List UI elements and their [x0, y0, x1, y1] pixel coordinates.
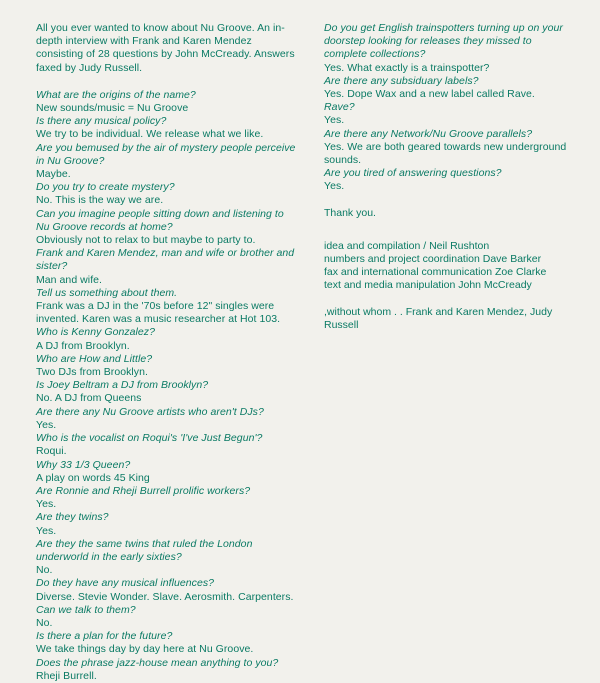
question-text: Who are How and Little?: [36, 352, 153, 365]
qa-item: [324, 101, 576, 127]
question-text: Is Joey Beltram a DJ from Brooklyn?: [36, 379, 209, 392]
qa-item: [36, 577, 298, 603]
answer-text: Maybe.: [36, 168, 71, 181]
qa-item: [36, 630, 298, 656]
answer-text: New sounds/music = Nu Groove: [36, 102, 189, 115]
question-text: Is there any musical policy?: [36, 115, 167, 128]
question-text: Do you try to create mystery?: [36, 181, 175, 194]
answer-text: We take things day by day here at Nu Groove.: [36, 643, 254, 656]
answer-text: Yes.: [324, 114, 345, 127]
question-text: Can we talk to them?: [36, 603, 136, 616]
qa-item: [36, 432, 298, 458]
question-text: Tell us something about them.: [36, 286, 178, 299]
qa-item: [36, 604, 298, 630]
question-text: Who is the vocalist on Roqui's 'I've Just Begun'?: [36, 432, 263, 445]
answer-text: No.: [36, 564, 53, 577]
qa-item: [36, 89, 298, 115]
qa-item: [36, 115, 298, 141]
qa-item: [324, 22, 576, 75]
qa-item: [36, 459, 298, 485]
answer-text: Diverse. Stevie Wonder. Slave. Aerosmith. Carpenters.: [36, 590, 294, 603]
answer-text: Frank was a DJ in the '70s before 12" singles were invented. Karen was a music researcher at Hot 103.: [36, 300, 281, 326]
answer-text: Obviously not to relax to but maybe to party to.: [36, 234, 256, 247]
question-text: Are you bemused by the air of mystery people perceive in Nu Groove?: [36, 141, 296, 167]
question-text: Are there any Network/Nu Groove parallels?: [324, 127, 533, 140]
qa-item: [36, 247, 298, 287]
spacer: [324, 233, 576, 240]
qa-item: [36, 287, 298, 327]
qa-item: [36, 657, 298, 683]
question-text: Are you tired of answering questions?: [324, 167, 502, 180]
qa-item: [36, 353, 298, 379]
answer-text: No. A DJ from Queens: [36, 392, 142, 405]
answer-text: Two DJs from Brooklyn.: [36, 366, 148, 379]
question-text: Are Ronnie and Rheji Burrell prolific workers?: [36, 484, 251, 497]
right-column: [324, 22, 576, 332]
answer-text: A play on words 45 King: [36, 471, 150, 484]
question-text: Frank and Karen Mendez, man and wife or brother and sister?: [36, 247, 295, 273]
intro-paragraph: All you ever wanted to know about Nu Groove. An in-depth interview with Frank and Karen Mendez consisting of 28 questions by John McCready. Answers faxed by Judy Russell.: [36, 22, 295, 74]
answer-text: We try to be individual. We release what we like.: [36, 128, 264, 141]
qa-item: [36, 511, 298, 537]
answer-text: No.: [36, 616, 53, 629]
qa-item: [36, 208, 298, 248]
question-text: Are they the same twins that ruled the London underworld in the early sixties?: [36, 537, 253, 563]
answer-text: No. This is the way we are.: [36, 194, 164, 207]
credit-line: text and media manipulation John McCready: [324, 279, 532, 292]
qa-item: [324, 167, 576, 193]
qa-item: [36, 538, 298, 578]
spacer: [324, 194, 576, 207]
question-text: Are they twins?: [36, 511, 109, 524]
question-text: Why 33 1/3 Queen?: [36, 458, 131, 471]
question-text: Can you imagine people sitting down and listening to Nu Groove records at home?: [36, 207, 284, 233]
question-text: Are there any Nu Groove artists who aren't DJs?: [36, 405, 264, 418]
answer-text: Yes. Dope Wax and a new label called Rave.: [324, 88, 535, 101]
answer-text: Yes.: [324, 180, 345, 193]
question-text: Do you get English trainspotters turning up on your doorstep looking for releases they missed to complete collections?: [324, 22, 563, 61]
answer-text: Roqui.: [36, 445, 67, 458]
credit-line: fax and international communication Zoe Clarke: [324, 266, 547, 279]
qa-item: [36, 181, 298, 207]
credit-line: numbers and project coordination Dave Barker: [324, 253, 542, 266]
thanks-text: Thank you.: [324, 206, 376, 219]
qa-item: [36, 406, 298, 432]
question-text: Is there a plan for the future?: [36, 630, 173, 643]
credit-line: idea and compilation / Neil Rushton: [324, 239, 490, 252]
question-text: Do they have any musical influences?: [36, 577, 215, 590]
qa-item: [36, 326, 298, 352]
question-text: Rave?: [324, 101, 355, 114]
question-text: Who is Kenny Gonzalez?: [36, 326, 155, 339]
answer-text: Rheji Burrell.: [36, 669, 97, 682]
qa-item: [324, 128, 576, 168]
two-column-layout: [36, 22, 574, 683]
answer-text: Yes.: [36, 418, 57, 431]
question-text: Are there any subsiduary labels?: [324, 74, 479, 87]
left-column: [36, 22, 298, 683]
credits-block: [324, 240, 576, 293]
qa-item: [324, 75, 576, 101]
answer-text: A DJ from Brooklyn.: [36, 339, 130, 352]
answer-text: Yes. What exactly is a trainspotter?: [324, 61, 490, 74]
answer-text: Yes.: [36, 524, 57, 537]
answer-text: Yes. We are both geared towards new underground sounds.: [324, 140, 567, 167]
answer-text: Man and wife.: [36, 273, 103, 286]
answer-text: Yes.: [36, 498, 57, 511]
question-text: What are the origins of the name?: [36, 88, 196, 101]
without-whom-text: ,without whom . . Frank and Karen Mendez, Judy Russell: [324, 305, 553, 331]
qa-item: [36, 485, 298, 511]
qa-item: [36, 142, 298, 182]
question-text: Does the phrase jazz-house mean anything to you?: [36, 656, 279, 669]
qa-item: [36, 379, 298, 405]
